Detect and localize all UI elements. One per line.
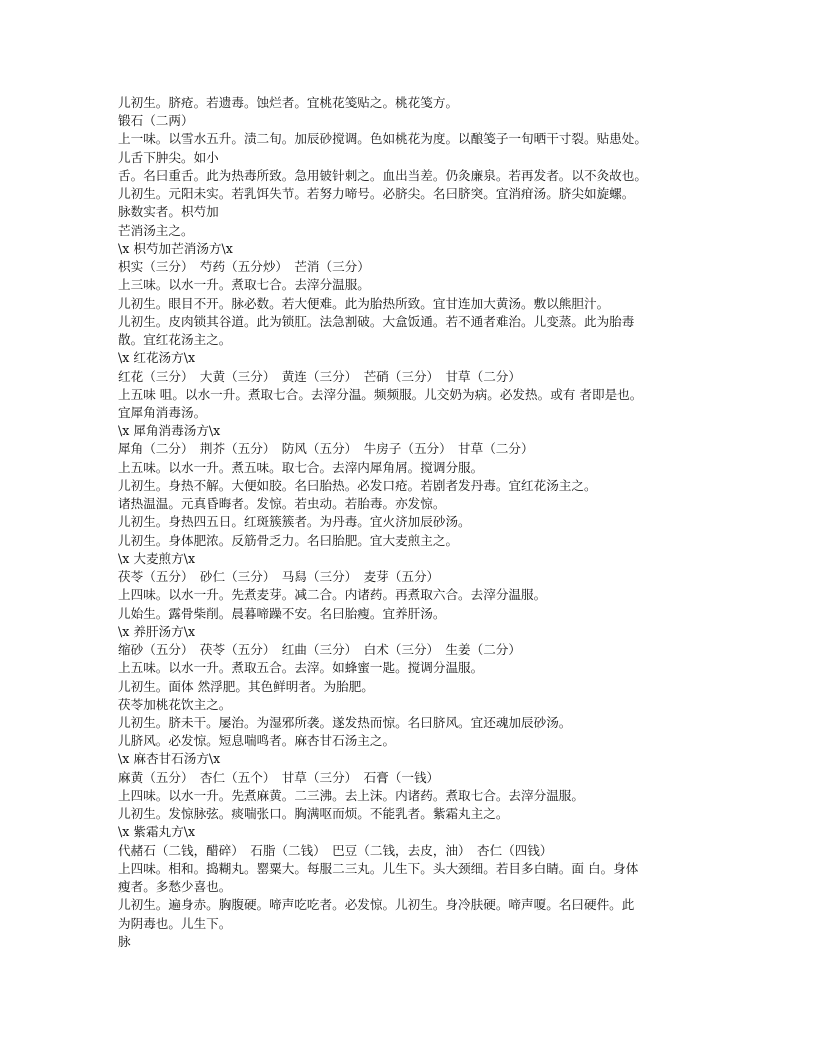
text-line: 缩砂（五分） 茯苓（五分） 红曲（三分） 白术（三分） 生姜（二分） <box>118 642 521 658</box>
text-line: 儿初生。脐疮。若遗毒。蚀烂者。宜桃花笺贴之。桃花笺方。 <box>118 95 459 110</box>
recipe-heading: \x 犀角消毒汤方\x <box>118 423 221 439</box>
recipe-heading: \x 红花汤方\x <box>118 350 196 366</box>
text-line: 锻石（二两） <box>118 113 194 129</box>
text-line: 上五味。以水一升。煮取五合。去滓。如蜂蜜一匙。搅调分温服。 <box>118 660 484 676</box>
text-line: 犀角（二分） 荆芥（五分） 防风（五分） 牛房子（五分） 甘草（二分） <box>118 441 534 457</box>
text-line: 儿始生。露骨柴削。晨暮啼躁不安。名曰胎瘦。宜养肝汤。 <box>118 605 446 621</box>
text-line: 脉数实者。枳芍加 <box>118 204 219 220</box>
text-line: 宜犀角消毒汤。 <box>118 404 207 420</box>
recipe-heading: \x 紫霜丸方\x <box>118 824 196 840</box>
text-line: 儿舌下肿尖。如小 <box>118 149 219 165</box>
text-line: 上一味。以雪水五升。渍二旬。加辰砂搅调。色如桃花为度。以酿笺子一旬晒干寸裂。贴患处。 <box>118 131 647 147</box>
text-line: 上四味。相和。捣糊丸。罂粟大。每服二三丸。儿生下。头大颈细。若目多白睛。面 白。身体 <box>118 860 639 876</box>
text-line: 上五味 咀。以水一升。煮取七合。去滓分温。频频服。儿交奶为病。必发热。或有 者即是也。 <box>118 386 643 402</box>
text-line: 散。宜红花汤主之。 <box>118 332 232 348</box>
text-line: 儿初生。眼目不开。脉必数。若大便难。此为胎热所致。宜甘连加大黄汤。敷以熊胆汁。 <box>118 295 610 311</box>
text-line: 脉 <box>118 933 131 949</box>
text-line: 麻黄（五分） 杏仁（五个） 甘草（三分） 石膏（一钱） <box>118 769 440 785</box>
text-line: 为阴毒也。儿生下。 <box>118 915 232 931</box>
text-line: 红花（三分） 大黄（三分） 黄连（三分） 芒硝（三分） 甘草（二分） <box>118 368 521 384</box>
text-line: 舌。名曰重舌。此为热毒所致。急用铍针刺之。血出当差。仍灸廉泉。若再发者。以不灸故也。 <box>118 167 647 183</box>
text-line: 儿初生。身体肥浓。反筋骨乏力。名曰胎肥。宜大麦煎主之。 <box>118 532 459 548</box>
document-page <box>118 94 718 951</box>
text-line: 儿初生。元阳未实。若乳饵失节。若努力啼号。必脐尖。名曰脐突。宜消疳汤。脐尖如旋螺。 <box>118 186 635 202</box>
text-line: 儿初生。面体 然浮肥。其色鲜明者。为胎肥。 <box>118 678 374 694</box>
text-line: 儿初生。皮肉锁其谷道。此为锁肛。法急割破。大盒饭通。若不通者难治。儿变蒸。此为胎毒 <box>118 313 635 329</box>
text-line: 诸热温温。元真昏晦者。发惊。若虫动。若胎毒。亦发惊。 <box>118 496 446 512</box>
text-line: 茯苓加桃花饮主之。 <box>118 696 232 712</box>
text-line: 上五味。以水一升。煮五味。取七合。去滓内犀角屑。搅调分服。 <box>118 459 484 475</box>
text-line: 儿初生。发惊脉弦。痰喘张口。胸满呕而烦。不能乳者。紫霜丸主之。 <box>118 806 509 822</box>
text-line: 枳实（三分） 芍药（五分炒） 芒消（三分） <box>118 259 370 275</box>
text-line: 儿初生。身热不解。大便如胶。名曰胎热。必发口疮。若剧者发丹毒。宜红花汤主之。 <box>118 477 597 493</box>
text-line: 儿初生。脐未干。屡治。为湿邪所袭。遂发热而惊。名曰脐风。宜还魂加辰砂汤。 <box>118 714 572 730</box>
text-line: 茯苓（五分） 砂仁（三分） 马舄（三分） 麦芽（五分） <box>118 569 440 585</box>
text-line: 上四味。以水一升。先煮麻黄。二三沸。去上沫。内诸药。煮取七合。去滓分温服。 <box>118 787 584 803</box>
text-line: 儿初生。身热四五日。红斑簇簇者。为丹毒。宜火济加辰砂汤。 <box>118 514 471 530</box>
text-line: 瘦者。多愁少喜也。 <box>118 879 232 895</box>
recipe-heading: \x 麻杏甘石汤方\x <box>118 751 221 767</box>
text-line: 儿初生。遍身赤。胸腹硬。啼声吃吃者。必发惊。儿初生。身冷肤硬。啼声嗄。名曰硬件。此 <box>118 897 635 913</box>
text-line: 上四味。以水一升。先煮麦芽。减二合。内诸药。再煮取六合。去滓分温服。 <box>118 587 547 603</box>
recipe-heading: \x 养肝汤方\x <box>118 623 196 639</box>
recipe-heading: \x 枳芍加芒消汤方\x <box>118 240 233 256</box>
recipe-heading: \x 大麦煎方\x <box>118 550 196 566</box>
text-line: 芒消汤主之。 <box>118 222 194 238</box>
text-line: 上三味。以水一升。煮取七合。去滓分温服。 <box>118 277 370 293</box>
text-line: 代赭石（二钱，醋碎） 石脂（二钱） 巴豆（二钱，去皮，油） 杏仁（四钱） <box>118 842 553 858</box>
text-line: 儿脐风。必发惊。短息喘鸣者。麻杏甘石汤主之。 <box>118 733 396 749</box>
